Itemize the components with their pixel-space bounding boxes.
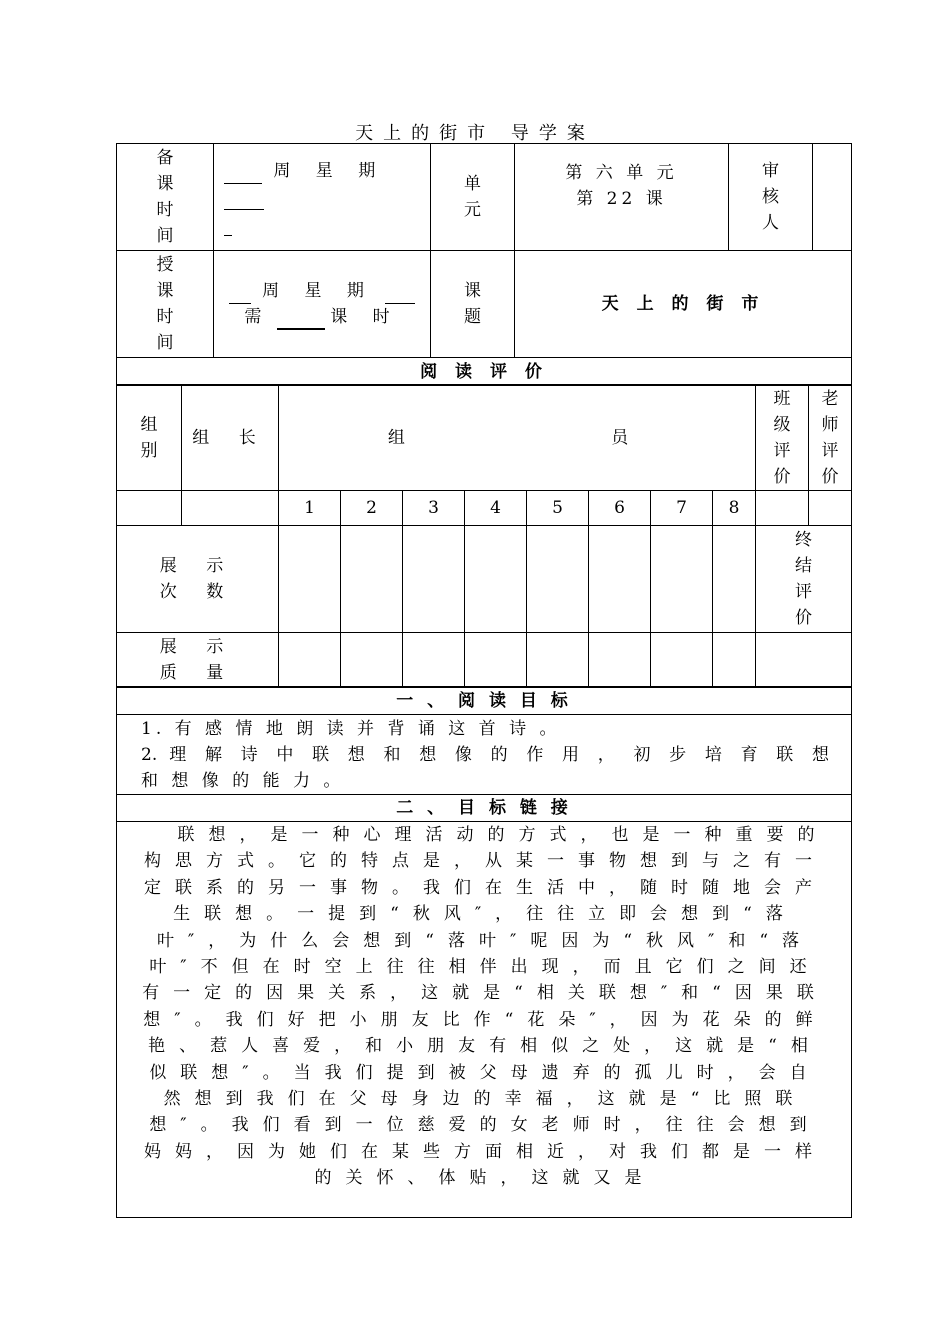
prep-time-field[interactable] [214, 144, 431, 251]
sections-table [116, 687, 852, 1218]
member-number: 3 [403, 491, 465, 526]
document-title: 天上的街市 导学案 [355, 123, 595, 144]
leader-label: 组 长 [182, 385, 279, 491]
teach-week-label: 周 星 期 [262, 281, 374, 301]
reviewer-field[interactable] [813, 144, 852, 251]
show-quality-cell[interactable] [527, 633, 589, 687]
show-count-cell[interactable] [589, 526, 651, 633]
members-right: 员 [611, 427, 637, 448]
hours-label: 课 时 [330, 307, 400, 327]
show-count-cell[interactable] [279, 526, 341, 633]
show-quality-cell[interactable] [403, 633, 465, 687]
show-quality-cell[interactable] [465, 633, 527, 687]
show-count-cell[interactable] [465, 526, 527, 633]
section1-title: 一 、 阅 读 目 标 [117, 688, 852, 715]
topic-label: 课题 [431, 251, 515, 358]
teach-time-field[interactable] [214, 251, 431, 358]
show-count-label: 展 示 次 数 [117, 526, 279, 633]
unit-label: 单元 [431, 144, 515, 251]
members-left: 组 [387, 427, 413, 448]
goal-line: 2. 理 解 诗 中 联 想 和 想 像 的 作 用 ， 初 步 培 育 联 想 [141, 745, 829, 765]
member-number: 2 [341, 491, 403, 526]
member-number: 8 [713, 491, 756, 526]
topic-value: 天 上 的 街 市 [515, 251, 852, 358]
section2-paragraph [117, 822, 852, 1218]
evaluation-table [116, 384, 852, 687]
member-number: 5 [527, 491, 589, 526]
evaluation-section-title: 阅 读 评 价 [117, 358, 852, 386]
show-quality-cell[interactable] [713, 633, 756, 687]
group-label: 组别 [117, 385, 182, 491]
show-quality-cell[interactable] [589, 633, 651, 687]
goal-line: 和 想 像 的 能 力 。 [141, 771, 345, 791]
final-eval-label: 终结评价 [756, 526, 852, 633]
prep-time-label: 备课时间 [117, 144, 214, 251]
show-count-cell[interactable] [713, 526, 756, 633]
teacher-eval-label: 老师评价 [809, 385, 852, 491]
members-header [279, 385, 756, 491]
show-quality-cell[interactable] [651, 633, 713, 687]
need-label: 需 [244, 307, 262, 327]
show-count-cell[interactable] [527, 526, 589, 633]
member-number: 7 [651, 491, 713, 526]
prep-week-label: 周 星 期 [273, 161, 386, 181]
blank-cell[interactable] [117, 491, 182, 526]
member-number: 6 [589, 491, 651, 526]
blank-cell[interactable] [756, 491, 809, 526]
show-count-cell[interactable] [403, 526, 465, 633]
blank-cell[interactable] [809, 491, 852, 526]
class-eval-label: 班级评价 [756, 385, 809, 491]
header-table [116, 143, 852, 386]
paragraph-text: 联想，是一种心理活动的方式，也是一种重要的构思方式。它的特点是，从某一事物想到与之有一定联系的另一事物。我们在生活中，随时随地会产生联想。一提到“秋风″，往往立即会想到“落叶″，为什么会想到“落叶″呢因为“秋风″和“落叶″不但在时空上往往相伴出现，而且它们之间还有一定的因果关系，这就是“相关联想″和“因果联想″。我们好把小朋友比作“花朵″，因为花朵的鲜艳、惹人喜爱，和小朋友有相似之处，这就是“相似联想″。当我们提到被父母遗弃的孤儿时，会自然想到我们在父母身边的幸福，这就是“比照联想″。我们看到一位慈爱的女老师时，往往会想到妈妈，因为她们在某些方面相近，对我们都是一样的关怀、体贴，这就又是 [142, 825, 829, 1189]
section2-title: 二 、 目 标 链 接 [117, 795, 852, 822]
blank-cell[interactable] [182, 491, 279, 526]
final-eval-cell[interactable] [756, 633, 852, 687]
reviewer-label: 审核人 [729, 144, 813, 251]
section1-body [117, 715, 852, 795]
unit-value: 第 六 单 元 [565, 163, 678, 183]
show-count-cell[interactable] [651, 526, 713, 633]
show-quality-cell[interactable] [279, 633, 341, 687]
goal-line: 1. 有 感 情 地 朗 读 并 背 诵 这 首 诗 。 [141, 719, 561, 739]
show-quality-cell[interactable] [341, 633, 403, 687]
teach-time-label: 授课时间 [117, 251, 214, 358]
member-number: 1 [279, 491, 341, 526]
unit-cell [515, 144, 729, 251]
member-number: 4 [465, 491, 527, 526]
show-quality-label: 展 示 质 量 [117, 633, 279, 687]
lesson-value: 第 22 课 [576, 189, 667, 209]
show-count-cell[interactable] [341, 526, 403, 633]
